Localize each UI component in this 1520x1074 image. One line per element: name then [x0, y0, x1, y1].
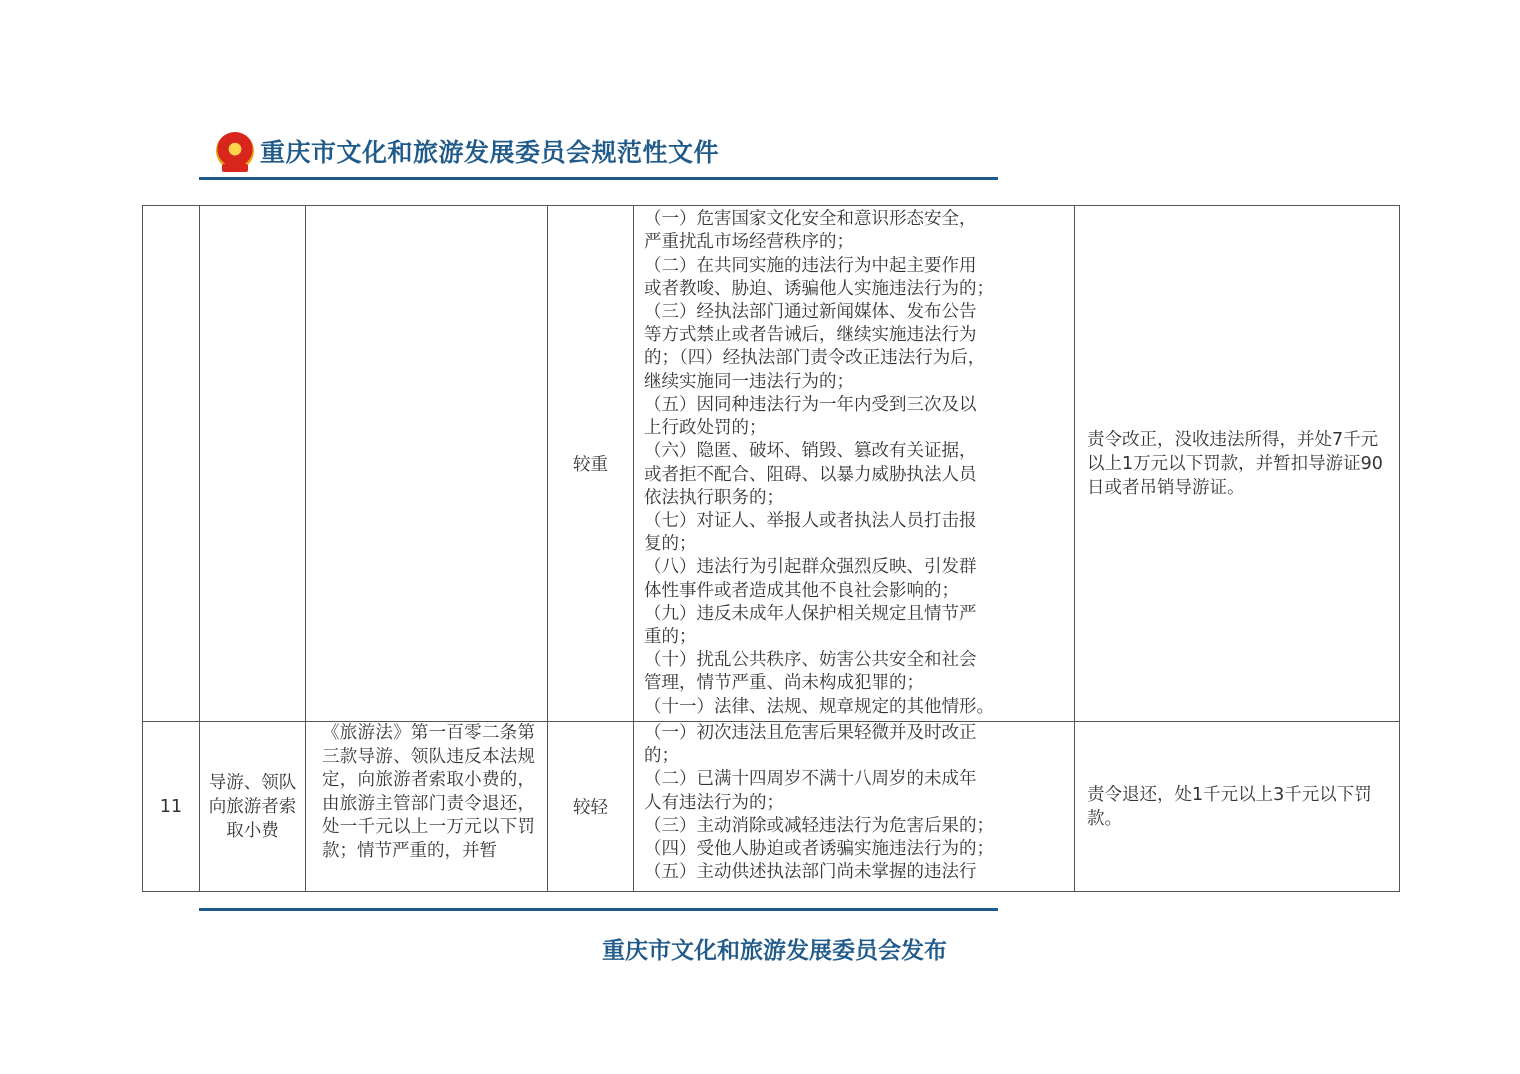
condition-line: （一）初次违法且危害后果轻微并及时改正: [644, 723, 977, 743]
legal-basis-cell: 《旅游法》第一百零二条第三款导游、领队违反本法规定，向旅游者索取小费的，由旅游主管部门责令退还，处一千元以上一万元以下罚款；情节严重的，并暂: [306, 722, 548, 892]
condition-line: 的；: [644, 746, 679, 767]
table-row: [143, 206, 1400, 722]
condition-line: 继续实施同一违法行为的；: [644, 371, 854, 392]
condition-line: （八）违法行为引起群众强烈反映、引发群: [644, 557, 977, 578]
condition-line: 的；（四）经执法部门责令改正违法行为后，: [644, 348, 986, 369]
condition-line: 严重扰乱市场经营秩序的；: [644, 232, 854, 253]
condition-line: 等方式禁止或者告诫后，继续实施违法行为: [644, 325, 977, 346]
violation-item-cell: 导游、领队向旅游者索取小费: [200, 722, 306, 892]
condition-line: （二）已满十四周岁不满十八周岁的未成年: [644, 769, 977, 790]
penalty-cell: 责令改正，没收违法所得，并处7千元以上1万元以下罚款，并暂扣导游证90日或者吊销导游证。: [1075, 206, 1400, 722]
conditions-cell: [634, 722, 1075, 892]
conditions-cell: [634, 206, 1075, 722]
table-row: [143, 722, 1400, 892]
condition-line: （四）受他人胁迫或者诱骗实施违法行为的；: [644, 839, 994, 860]
condition-line: 或者教唆、胁迫、诱骗他人实施违法行为的；: [644, 278, 994, 299]
condition-line: （五）因同种违法行为一年内受到三次及以: [644, 394, 977, 415]
legal-basis-cell: [306, 206, 548, 722]
condition-line: 人有违法行为的；: [644, 792, 784, 813]
severity-level-cell: 较重: [548, 206, 634, 722]
penalty-standards-table: [142, 205, 1400, 892]
condition-line: （三）主动消除或减轻违法行为危害后果的；: [644, 815, 994, 836]
violation-item-cell: [200, 206, 306, 722]
severity-level-cell: 较轻: [548, 722, 634, 892]
condition-line: （六）隐匿、破坏、销毁、篡改有关证据，: [644, 441, 977, 462]
condition-line: 依法执行职务的；: [644, 487, 784, 508]
footer-rule: [199, 908, 998, 911]
condition-line: （二）在共同实施的违法行为中起主要作用: [644, 255, 977, 276]
condition-line: 或者拒不配合、阻碍、以暴力威胁执法人员: [644, 464, 977, 485]
condition-line: 体性事件或者造成其他不良社会影响的；: [644, 580, 959, 601]
condition-line: 上行政处罚的；: [644, 418, 767, 439]
footer-title: 重庆市文化和旅游发展委员会发布: [602, 937, 947, 964]
row-number-cell: [143, 206, 200, 722]
condition-line: （十）扰乱公共秩序、妨害公共安全和社会: [644, 650, 977, 671]
national-emblem-icon: [216, 132, 254, 170]
condition-line: （五）主动供述执法部门尚未掌握的违法行: [644, 862, 977, 883]
document-header: [216, 132, 719, 170]
header-rule: [199, 177, 998, 180]
condition-line: 复的；: [644, 534, 697, 555]
condition-line: 管理，情节严重、尚未构成犯罪的；: [644, 673, 924, 694]
condition-line: （七）对证人、举报人或者执法人员打击报: [644, 510, 977, 531]
condition-line: （一）危害国家文化安全和意识形态安全，: [644, 209, 977, 230]
condition-line: （十一）法律、法规、规章规定的其他情形。: [644, 696, 994, 717]
penalty-cell: 责令退还，处1千元以上3千元以下罚款。: [1075, 722, 1400, 892]
condition-line: （三）经执法部门通过新闻媒体、发布公告: [644, 302, 977, 323]
row-number-cell: 11: [143, 722, 200, 892]
header-title: 重庆市文化和旅游发展委员会规范性文件: [260, 138, 720, 167]
condition-line: （九）违反未成年人保护相关规定且情节严: [644, 603, 977, 624]
condition-line: 重的；: [644, 626, 697, 647]
